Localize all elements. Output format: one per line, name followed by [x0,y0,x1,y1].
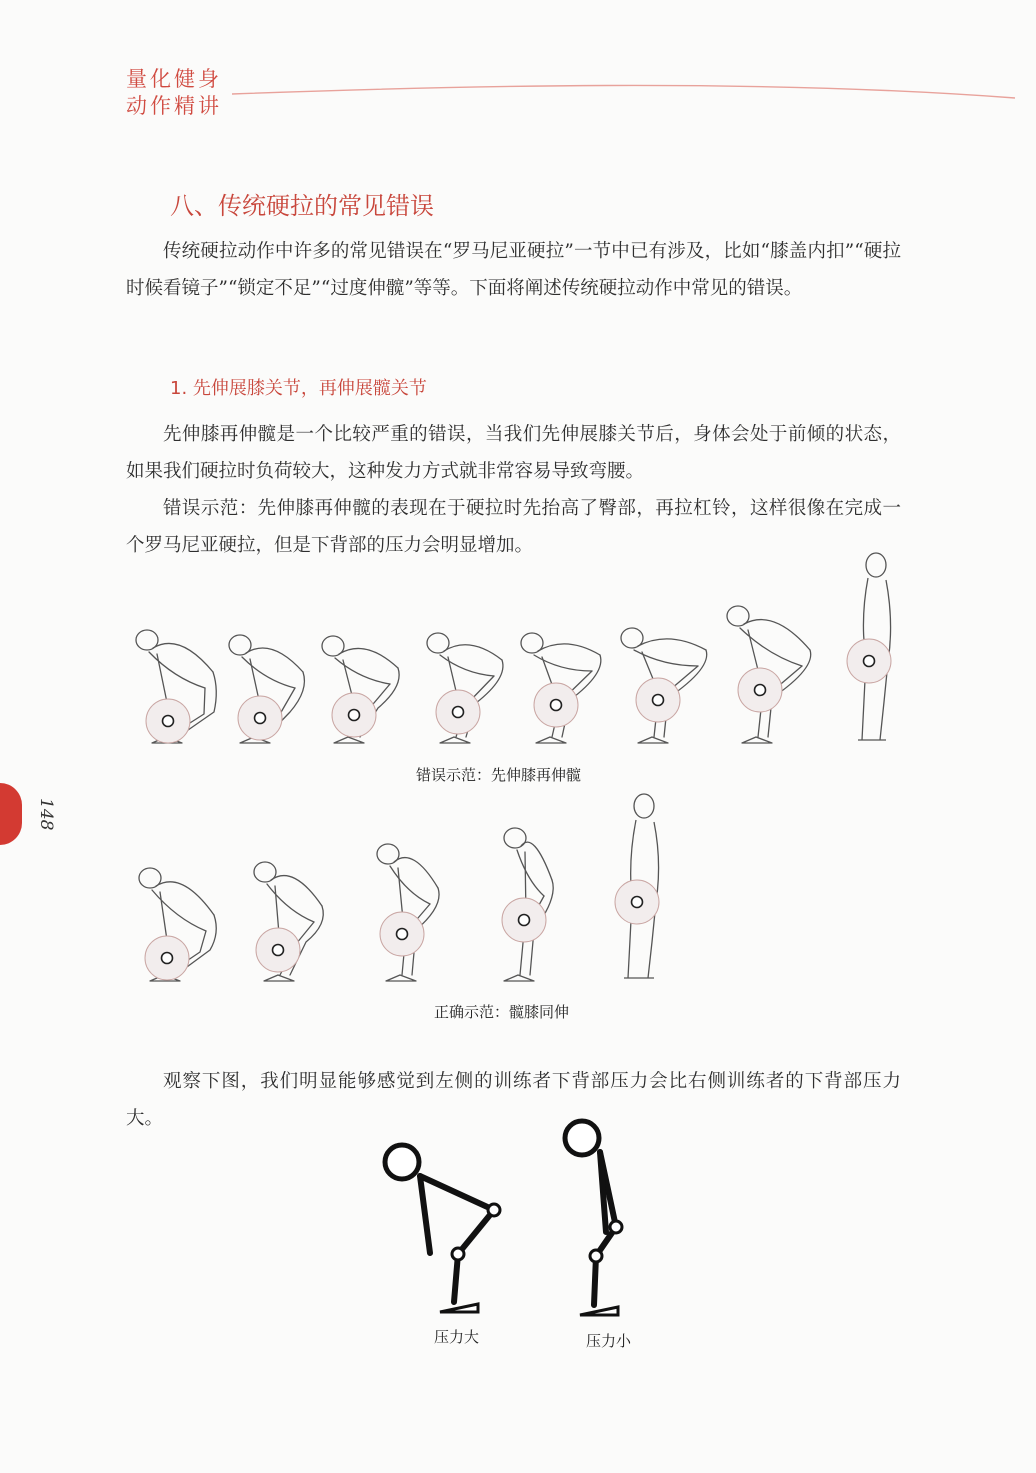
book-title-line2: 动作精讲 [126,94,222,118]
chest-outline [267,884,314,922]
knee-joint [452,1248,464,1260]
barbell-center [163,716,174,727]
foot [504,975,534,981]
correct-figure-5 [615,794,659,978]
subsection-paragraph-1: 先伸膝再伸髋是一个比较严重的错误，当我们先伸展膝关节后，身体会处于前倾的状态，如果我们硬拉时负荷较大，这种发力方式就非常容易导致弯腰。 [126,424,901,482]
leg [594,1227,616,1305]
section-title: 八、传统硬拉的常见错误 [170,192,434,220]
wrong-caption: 错误示范：先伸膝再伸髋 [416,766,582,784]
stick-figure-comparison [385,1121,622,1315]
barbell-center [453,707,464,718]
chest-outline [517,850,544,896]
correct-figure-4 [502,828,553,981]
barbell-center [864,656,875,667]
foot [264,975,294,981]
back-outline [339,648,398,668]
correct-caption: 正确示范：髋膝同伸 [434,1003,570,1021]
back-outline [744,620,810,650]
back-outline [271,876,322,906]
head [385,1145,419,1179]
subsection-paragraph-2: 错误示范：先伸膝再伸髋的表现在于硬拉时先抬高了臀部，再拉杠铃，这样很像在完成一个罗马尼亚硬拉，但是下背部的压力会明显增加。 [126,498,901,556]
foot [440,1304,478,1312]
barbell-center [551,700,562,711]
subsection-title: 1. 先伸展膝关节，再伸展髋关节 [170,378,427,399]
compare-left-label: 压力大 [434,1328,480,1346]
head [866,553,886,577]
foot [638,737,668,743]
wrong-figure-7 [727,606,811,743]
wrong-figure-8 [847,553,891,740]
wrong-figure-1 [136,630,216,743]
foot [440,737,470,743]
wrong-figure-6 [621,628,707,743]
foot [334,737,364,743]
head [634,794,654,818]
wrong-sequence-figures [136,553,891,743]
back-outline [538,644,600,655]
foot [386,975,416,981]
hip-joint [610,1221,622,1233]
barbell-center [397,929,408,940]
compare-right-label: 压力小 [586,1332,632,1350]
back-outline [156,882,214,915]
knee-joint [590,1250,602,1262]
page-number: 148 [36,798,56,831]
wrong-figure-3 [322,636,399,743]
barbell-center [519,915,530,926]
barbell-center [349,710,360,721]
correct-figure-3 [377,844,439,981]
back-outline [394,858,438,888]
foot [742,737,772,743]
barbell-center [273,945,284,956]
barbell-center [255,713,266,724]
closing-paragraph: 观察下图，我们明显能够感觉到左侧的训练者下背部压力会比右侧训练者的下背部压力大。 [126,1071,901,1129]
chest-outline [390,866,430,904]
intro-paragraph: 传统硬拉动作中许多的常见错误在“罗马尼亚硬拉”一节中已有涉及，比如“膝盖内扣”“硬拉时候看镜子”“锁定不足”“过度伸髋”等等。下面将阐述传统硬拉动作中常见的错误。 [126,241,901,299]
correct-figure-1 [139,868,216,981]
barbell-center [653,695,664,706]
stick-figure-right [565,1121,622,1315]
book-title-line1: 量化健身 [126,67,222,91]
foot [580,1307,618,1315]
back-outline [444,645,502,660]
arm [420,1176,430,1253]
correct-sequence-figures [139,794,659,981]
foot [536,737,566,743]
correct-figure-2 [254,862,323,981]
wrong-figure-4 [427,633,503,743]
barbell-center [632,897,643,908]
back-outline [638,639,706,650]
torso [420,1176,494,1210]
stick-figure-left [385,1145,500,1312]
barbell-center [755,685,766,696]
barbell-center [162,953,173,964]
wrong-figure-5 [521,633,601,743]
chest-outline [634,650,698,666]
hip-joint [488,1204,500,1216]
wrong-figure-2 [229,635,304,743]
back-outline [153,643,213,672]
